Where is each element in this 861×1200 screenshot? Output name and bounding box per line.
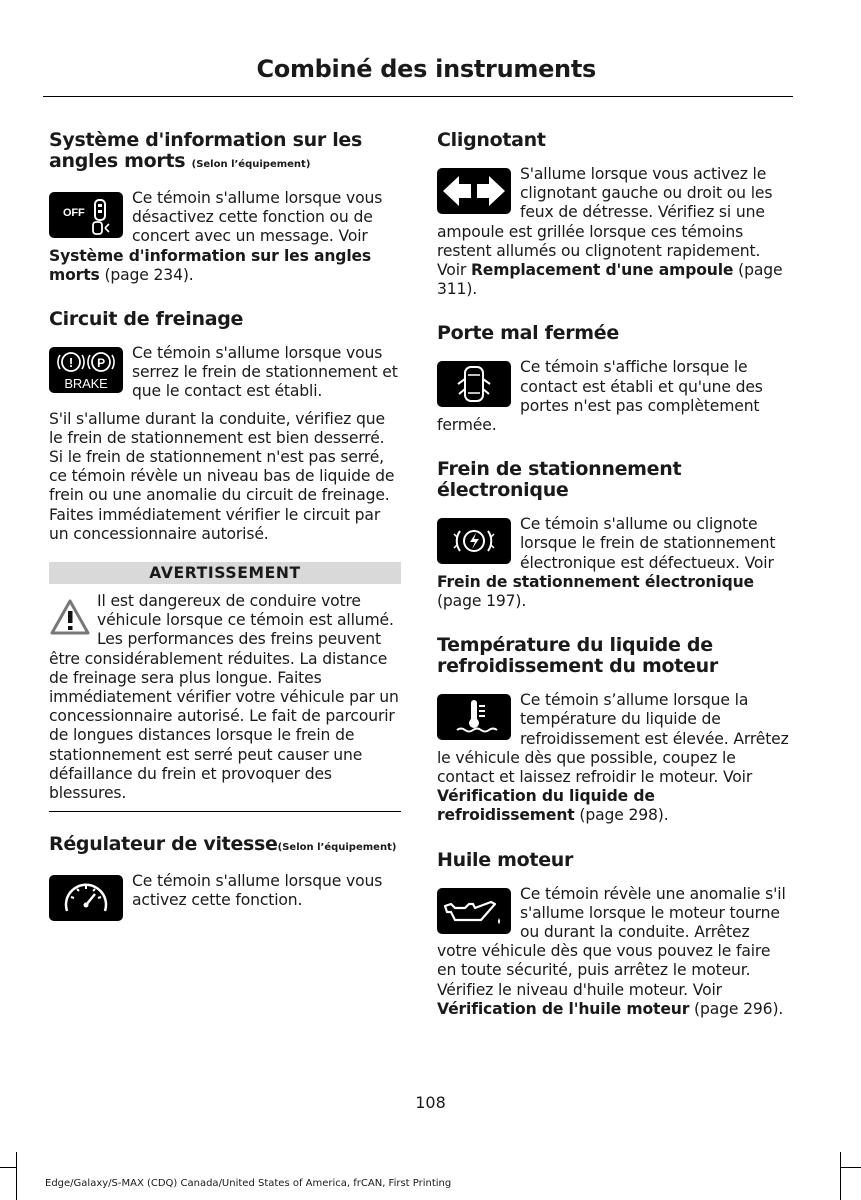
print-footer: Edge/Galaxy/S-MAX (CDQ) Canada/United States of America, frCAN, First Printing bbox=[45, 1178, 452, 1189]
warning-divider bbox=[49, 811, 401, 812]
section-cruise bbox=[49, 834, 401, 923]
svg-text:!: ! bbox=[68, 355, 74, 371]
section-title: Température du liquide de refroidissement du moteur bbox=[437, 634, 718, 678]
section-title: Système d'information sur les angles morts (Selon l’équipement) bbox=[49, 129, 363, 172]
coolant-temperature-icon bbox=[437, 694, 511, 740]
left-column bbox=[49, 130, 401, 947]
section-title: Circuit de freinage bbox=[49, 308, 244, 331]
section-body: Ce témoin s'allume lorsque vous activez cette fonction. bbox=[49, 872, 401, 923]
svg-text:BRAKE: BRAKE bbox=[64, 376, 108, 392]
section-title: Régulateur de vitesse(Selon l’équipement) bbox=[49, 833, 397, 856]
section-title: Huile moteur bbox=[437, 848, 574, 871]
section-title: Clignotant bbox=[437, 129, 546, 151]
section-title: Porte mal fermée bbox=[437, 322, 619, 345]
section-brake bbox=[49, 309, 401, 544]
brake-warning-icon bbox=[49, 347, 123, 393]
crop-mark-left bbox=[16, 1152, 17, 1200]
section-body: Ce témoin s'allume ou clignote lorsque le frein de stationnement électronique est défectueux. Voir Frein de stationnement électronique (page 197). bbox=[437, 515, 776, 611]
section-epb bbox=[437, 459, 789, 611]
door-ajar-icon bbox=[437, 361, 511, 407]
section-body: Ce témoin s’allume lorsque la température du liquide de refroidissement est élevée. Arrêtez le véhicule dès que possible, coupez le contact et laissez refroidir le moteur. Voir Vérification du liquide de refroidissement (page 298). bbox=[437, 691, 789, 825]
header-divider bbox=[43, 96, 793, 97]
electronic-parking-brake-icon bbox=[437, 518, 511, 564]
section-door-ajar bbox=[437, 323, 789, 435]
section-coolant bbox=[437, 635, 789, 825]
right-column bbox=[437, 130, 789, 1043]
section-body: S'allume lorsque vous activez le clignotant gauche ou droit ou les feux de détresse. Vérifiez si une ampoule est grillée lorsque ces témoins restent allumés ou clignotent rapidement. Voir Remplacement d'une ampoule (page 311). bbox=[437, 165, 783, 299]
turn-signal-arrows-icon bbox=[437, 168, 511, 214]
oil-can-icon bbox=[437, 888, 511, 934]
crop-mark-right-h bbox=[841, 1167, 861, 1168]
warning-body: Il est dangereux de conduire votre véhicule lorsque ce témoin est allumé. Les performances des freins peuvent être considérablement réduites. La distance de freinage sera plus longue. Faites immédiatement vérifier votre véhicule par un concessionnaire autorisé. Le fait de parcourir de longues distances lorsque le frein de stationnement est serré peut causer une défaillance du frein et provoquer des blessures. bbox=[49, 592, 399, 803]
section-body: Ce témoin s'affiche lorsque le contact est établi et qu'une des portes n'est pas complètement fermée. bbox=[437, 358, 763, 435]
blind-spot-off-icon bbox=[49, 192, 123, 238]
warning-triangle-icon bbox=[49, 598, 91, 638]
page-number: 108 bbox=[415, 1093, 446, 1112]
crop-mark-right bbox=[840, 1152, 841, 1200]
section-engine-oil bbox=[437, 850, 789, 1019]
warning-header: AVERTISSEMENT bbox=[49, 562, 401, 584]
section-body: Ce témoin révèle une anomalie s'il s'allume lorsque le moteur tourne ou durant la conduite. Arrêtez votre véhicule dès que vous pouvez le faire en toute sécurité, puis arrêtez le moteur. Vérifiez le niveau d'huile moteur. Voir Vérification de l'huile moteur (page 296). bbox=[437, 884, 786, 1018]
svg-text:OFF: OFF bbox=[63, 207, 85, 219]
crop-mark-left-h bbox=[0, 1167, 16, 1168]
page-title: Combiné des instruments bbox=[256, 55, 596, 83]
warning-box bbox=[49, 562, 401, 812]
section-body: ! P BRAKE Ce témoin s'allume lorsque vous serrez le frein de stationnement et que le contact est établi. S'il s'allume durant la conduite, vérifiez que le frein de stationnement est bien desserré. Si le frein de stationnement n'est pas serré, ce témoin révèle un niveau bas de liquide de frein ou une anomalie du circuit de freinage. Faites immédiatement vérifier le circuit par un concessionnaire autorisé. bbox=[49, 344, 398, 543]
section-turn-signal bbox=[437, 130, 789, 299]
section-title: Frein de stationnement électronique bbox=[437, 458, 682, 502]
section-body: OFF Ce témoin s'allume lorsque vous désactivez cette fonction ou de concert avec un message. Voir Système d'information sur les angles morts (page 234). bbox=[49, 189, 383, 284]
speedometer-icon bbox=[49, 875, 123, 921]
section-blind-spot bbox=[49, 130, 401, 285]
svg-text:P: P bbox=[97, 356, 105, 371]
